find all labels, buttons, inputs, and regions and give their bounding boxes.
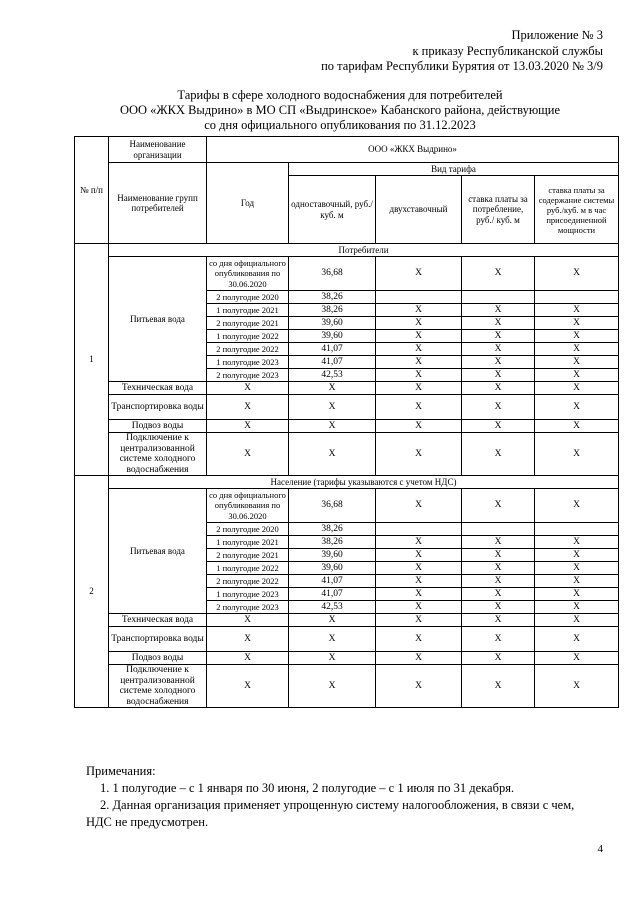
period-cell: 2 полугодие 2023	[207, 369, 289, 382]
two-part-value: Х	[376, 317, 462, 330]
maintenance-rate-value: Х	[535, 330, 619, 343]
two-part-value: Х	[376, 536, 462, 549]
other-service-row	[75, 652, 619, 665]
header-row-org	[75, 137, 619, 163]
single-rate-value: Х	[289, 627, 376, 652]
appendix-header	[321, 28, 603, 75]
tariff-table	[74, 136, 619, 708]
maintenance-rate-value: Х	[535, 652, 619, 665]
maintenance-rate-value: Х	[535, 575, 619, 588]
consumption-rate-value: Х	[462, 614, 535, 627]
note-2-continued: НДС не предусмотрен.	[86, 815, 209, 829]
consumption-rate-value: Х	[462, 489, 535, 523]
col-header-single-rate: одноставочный, руб./ куб. м	[289, 176, 376, 244]
page-number: 4	[597, 843, 603, 855]
period-cell: 2 полугодие 2022	[207, 575, 289, 588]
title-line-2: ООО «ЖКХ Выдрино» в МО СП «Выдринское» Кабанского района, действующие	[119, 103, 561, 117]
period-cell: 1 полугодие 2022	[207, 562, 289, 575]
single-rate-value: Х	[289, 665, 376, 708]
other-service-row	[75, 420, 619, 433]
two-part-value: Х	[376, 369, 462, 382]
two-part-value	[376, 523, 462, 536]
single-rate-value: 41,07	[289, 575, 376, 588]
title-line-1: Тарифы в сфере холодного водоснабжения для потребителей	[177, 88, 503, 102]
consumption-rate-value: Х	[462, 433, 535, 476]
single-rate-value: 38,26	[289, 523, 376, 536]
notes	[86, 763, 616, 831]
two-part-value: Х	[376, 420, 462, 433]
other-service-row	[75, 433, 619, 476]
section-label: Потребители	[109, 244, 619, 257]
maintenance-rate-value: Х	[535, 257, 619, 291]
other-service-row	[75, 627, 619, 652]
period-cell: 1 полугодие 2021	[207, 304, 289, 317]
tariff-row	[75, 489, 619, 523]
period-cell: 2 полугодие 2021	[207, 549, 289, 562]
note-2: 2. Данная организация применяет упрощенную систему налогообложения, в связи с чем,	[100, 798, 575, 812]
period-cell: 2 полугодие 2022	[207, 343, 289, 356]
period-cell: 1 полугодие 2023	[207, 356, 289, 369]
year-value: Х	[207, 420, 289, 433]
year-value: Х	[207, 627, 289, 652]
two-part-value: Х	[376, 614, 462, 627]
notes-title: Примечания:	[86, 764, 156, 778]
consumption-rate-value: Х	[462, 395, 535, 420]
consumption-rate-value: Х	[462, 562, 535, 575]
maintenance-rate-value: Х	[535, 317, 619, 330]
maintenance-rate-value	[535, 291, 619, 304]
tariff-table-body	[75, 137, 619, 708]
two-part-value: Х	[376, 627, 462, 652]
single-rate-value: 42,53	[289, 369, 376, 382]
drinking-water-label: Питьевая вода	[109, 257, 207, 382]
consumption-rate-value: Х	[462, 356, 535, 369]
two-part-value: Х	[376, 665, 462, 708]
single-rate-value: 38,26	[289, 291, 376, 304]
section-header-row	[75, 244, 619, 257]
year-value: Х	[207, 433, 289, 476]
tariff-row	[75, 257, 619, 291]
single-rate-value: 42,53	[289, 601, 376, 614]
maintenance-rate-value: Х	[535, 369, 619, 382]
consumption-rate-value: Х	[462, 627, 535, 652]
col-header-two-part: двухставочный	[376, 176, 462, 244]
consumption-rate-value: Х	[462, 575, 535, 588]
two-part-value: Х	[376, 395, 462, 420]
document-title	[60, 88, 620, 133]
two-part-value: Х	[376, 433, 462, 476]
section-number: 2	[75, 476, 109, 708]
period-cell: 2 полугодие 2021	[207, 317, 289, 330]
single-rate-value: 38,26	[289, 536, 376, 549]
section-number: 1	[75, 244, 109, 476]
consumption-rate-value: Х	[462, 343, 535, 356]
period-cell: 2 полугодие 2020	[207, 291, 289, 304]
service-name: Техническая вода	[109, 382, 207, 395]
maintenance-rate-value: Х	[535, 536, 619, 549]
consumption-rate-value: Х	[462, 665, 535, 708]
two-part-value: Х	[376, 601, 462, 614]
maintenance-rate-value	[535, 523, 619, 536]
maintenance-rate-value: Х	[535, 588, 619, 601]
service-name: Подключение к централизованной системе холодного водоснабжения	[109, 433, 207, 476]
single-rate-value: 39,60	[289, 562, 376, 575]
other-service-row	[75, 395, 619, 420]
two-part-value: Х	[376, 343, 462, 356]
single-rate-value: Х	[289, 652, 376, 665]
maintenance-rate-value: Х	[535, 356, 619, 369]
col-header-number: № п/п	[75, 137, 109, 244]
section-label: Население (тарифы указываются с учетом НДС)	[109, 476, 619, 489]
period-cell: 1 полугодие 2023	[207, 588, 289, 601]
appendix-line-2: к приказу Республиканской службы	[412, 43, 603, 58]
year-value: Х	[207, 395, 289, 420]
period-cell: 1 полугодие 2022	[207, 330, 289, 343]
maintenance-rate-value: Х	[535, 489, 619, 523]
single-rate-value: 39,60	[289, 330, 376, 343]
period-cell: со дня официального опубликования по 30.06.2020	[207, 489, 289, 523]
maintenance-rate-value: Х	[535, 395, 619, 420]
maintenance-rate-value: Х	[535, 420, 619, 433]
maintenance-rate-value: Х	[535, 601, 619, 614]
two-part-value: Х	[376, 489, 462, 523]
maintenance-rate-value: Х	[535, 304, 619, 317]
maintenance-rate-value: Х	[535, 549, 619, 562]
header-row-tariff-kind	[75, 163, 619, 176]
single-rate-value: 41,07	[289, 356, 376, 369]
two-part-value	[376, 291, 462, 304]
single-rate-value: 38,26	[289, 304, 376, 317]
two-part-value: Х	[376, 562, 462, 575]
year-value: Х	[207, 614, 289, 627]
consumption-rate-value	[462, 523, 535, 536]
title-line-3: со дня официального опубликования по 31.12.2023	[204, 118, 476, 132]
other-service-row	[75, 382, 619, 395]
consumption-rate-value: Х	[462, 304, 535, 317]
maintenance-rate-value: Х	[535, 614, 619, 627]
two-part-value: Х	[376, 257, 462, 291]
consumption-rate-value: Х	[462, 601, 535, 614]
section-header-row	[75, 476, 619, 489]
period-cell: 2 полугодие 2020	[207, 523, 289, 536]
consumption-rate-value: Х	[462, 536, 535, 549]
col-header-tariff-kind: Вид тарифа	[289, 163, 619, 176]
single-rate-value: Х	[289, 382, 376, 395]
period-cell: 1 полугодие 2021	[207, 536, 289, 549]
other-service-row	[75, 614, 619, 627]
col-header-maintenance-rate: ставка платы за содержание системы руб./куб. м в час присоединенной мощности	[535, 176, 619, 244]
two-part-value: Х	[376, 575, 462, 588]
single-rate-value: 41,07	[289, 343, 376, 356]
service-name: Подвоз воды	[109, 652, 207, 665]
consumption-rate-value: Х	[462, 257, 535, 291]
year-value: Х	[207, 382, 289, 395]
consumption-rate-value: Х	[462, 588, 535, 601]
single-rate-value: Х	[289, 614, 376, 627]
single-rate-value: 39,60	[289, 549, 376, 562]
two-part-value: Х	[376, 330, 462, 343]
service-name: Подключение к централизованной системе холодного водоснабжения	[109, 665, 207, 708]
service-name: Транспортировка воды	[109, 627, 207, 652]
single-rate-value: 36,68	[289, 257, 376, 291]
single-rate-value: 39,60	[289, 317, 376, 330]
consumption-rate-value: Х	[462, 652, 535, 665]
maintenance-rate-value: Х	[535, 665, 619, 708]
period-cell: 2 полугодие 2023	[207, 601, 289, 614]
year-value: Х	[207, 665, 289, 708]
drinking-water-label: Питьевая вода	[109, 489, 207, 614]
single-rate-value: 41,07	[289, 588, 376, 601]
appendix-line-3: по тарифам Республики Бурятия от 13.03.2020 № 3/9	[321, 59, 603, 73]
consumption-rate-value: Х	[462, 549, 535, 562]
service-name: Транспортировка воды	[109, 395, 207, 420]
maintenance-rate-value: Х	[535, 562, 619, 575]
col-header-consumer-group: Наименование групп потребителей	[109, 163, 207, 244]
maintenance-rate-value: Х	[535, 433, 619, 476]
organization-name: ООО «ЖКХ Выдрино»	[207, 137, 619, 163]
two-part-value: Х	[376, 549, 462, 562]
single-rate-value: 36,68	[289, 489, 376, 523]
two-part-value: Х	[376, 652, 462, 665]
consumption-rate-value: Х	[462, 369, 535, 382]
other-service-row	[75, 665, 619, 708]
consumption-rate-value: Х	[462, 317, 535, 330]
single-rate-value: Х	[289, 395, 376, 420]
service-name: Подвоз воды	[109, 420, 207, 433]
consumption-rate-value	[462, 291, 535, 304]
two-part-value: Х	[376, 304, 462, 317]
col-header-consumption-rate: ставка платы за потребление, руб./ куб. м	[462, 176, 535, 244]
two-part-value: Х	[376, 356, 462, 369]
two-part-value: Х	[376, 382, 462, 395]
period-cell: со дня официального опубликования по 30.06.2020	[207, 257, 289, 291]
consumption-rate-value: Х	[462, 330, 535, 343]
note-1: 1. 1 полугодие – с 1 января по 30 июня, 2 полугодие – с 1 июля по 31 декабря.	[100, 781, 515, 795]
year-value: Х	[207, 652, 289, 665]
maintenance-rate-value: Х	[535, 382, 619, 395]
consumption-rate-value: Х	[462, 420, 535, 433]
maintenance-rate-value: Х	[535, 627, 619, 652]
two-part-value: Х	[376, 588, 462, 601]
consumption-rate-value: Х	[462, 382, 535, 395]
single-rate-value: Х	[289, 433, 376, 476]
service-name: Техническая вода	[109, 614, 207, 627]
col-header-year: Год	[207, 163, 289, 244]
single-rate-value: Х	[289, 420, 376, 433]
maintenance-rate-value: Х	[535, 343, 619, 356]
appendix-line-1: Приложение № 3	[511, 28, 603, 42]
col-header-organization: Наименование организации	[109, 137, 207, 163]
